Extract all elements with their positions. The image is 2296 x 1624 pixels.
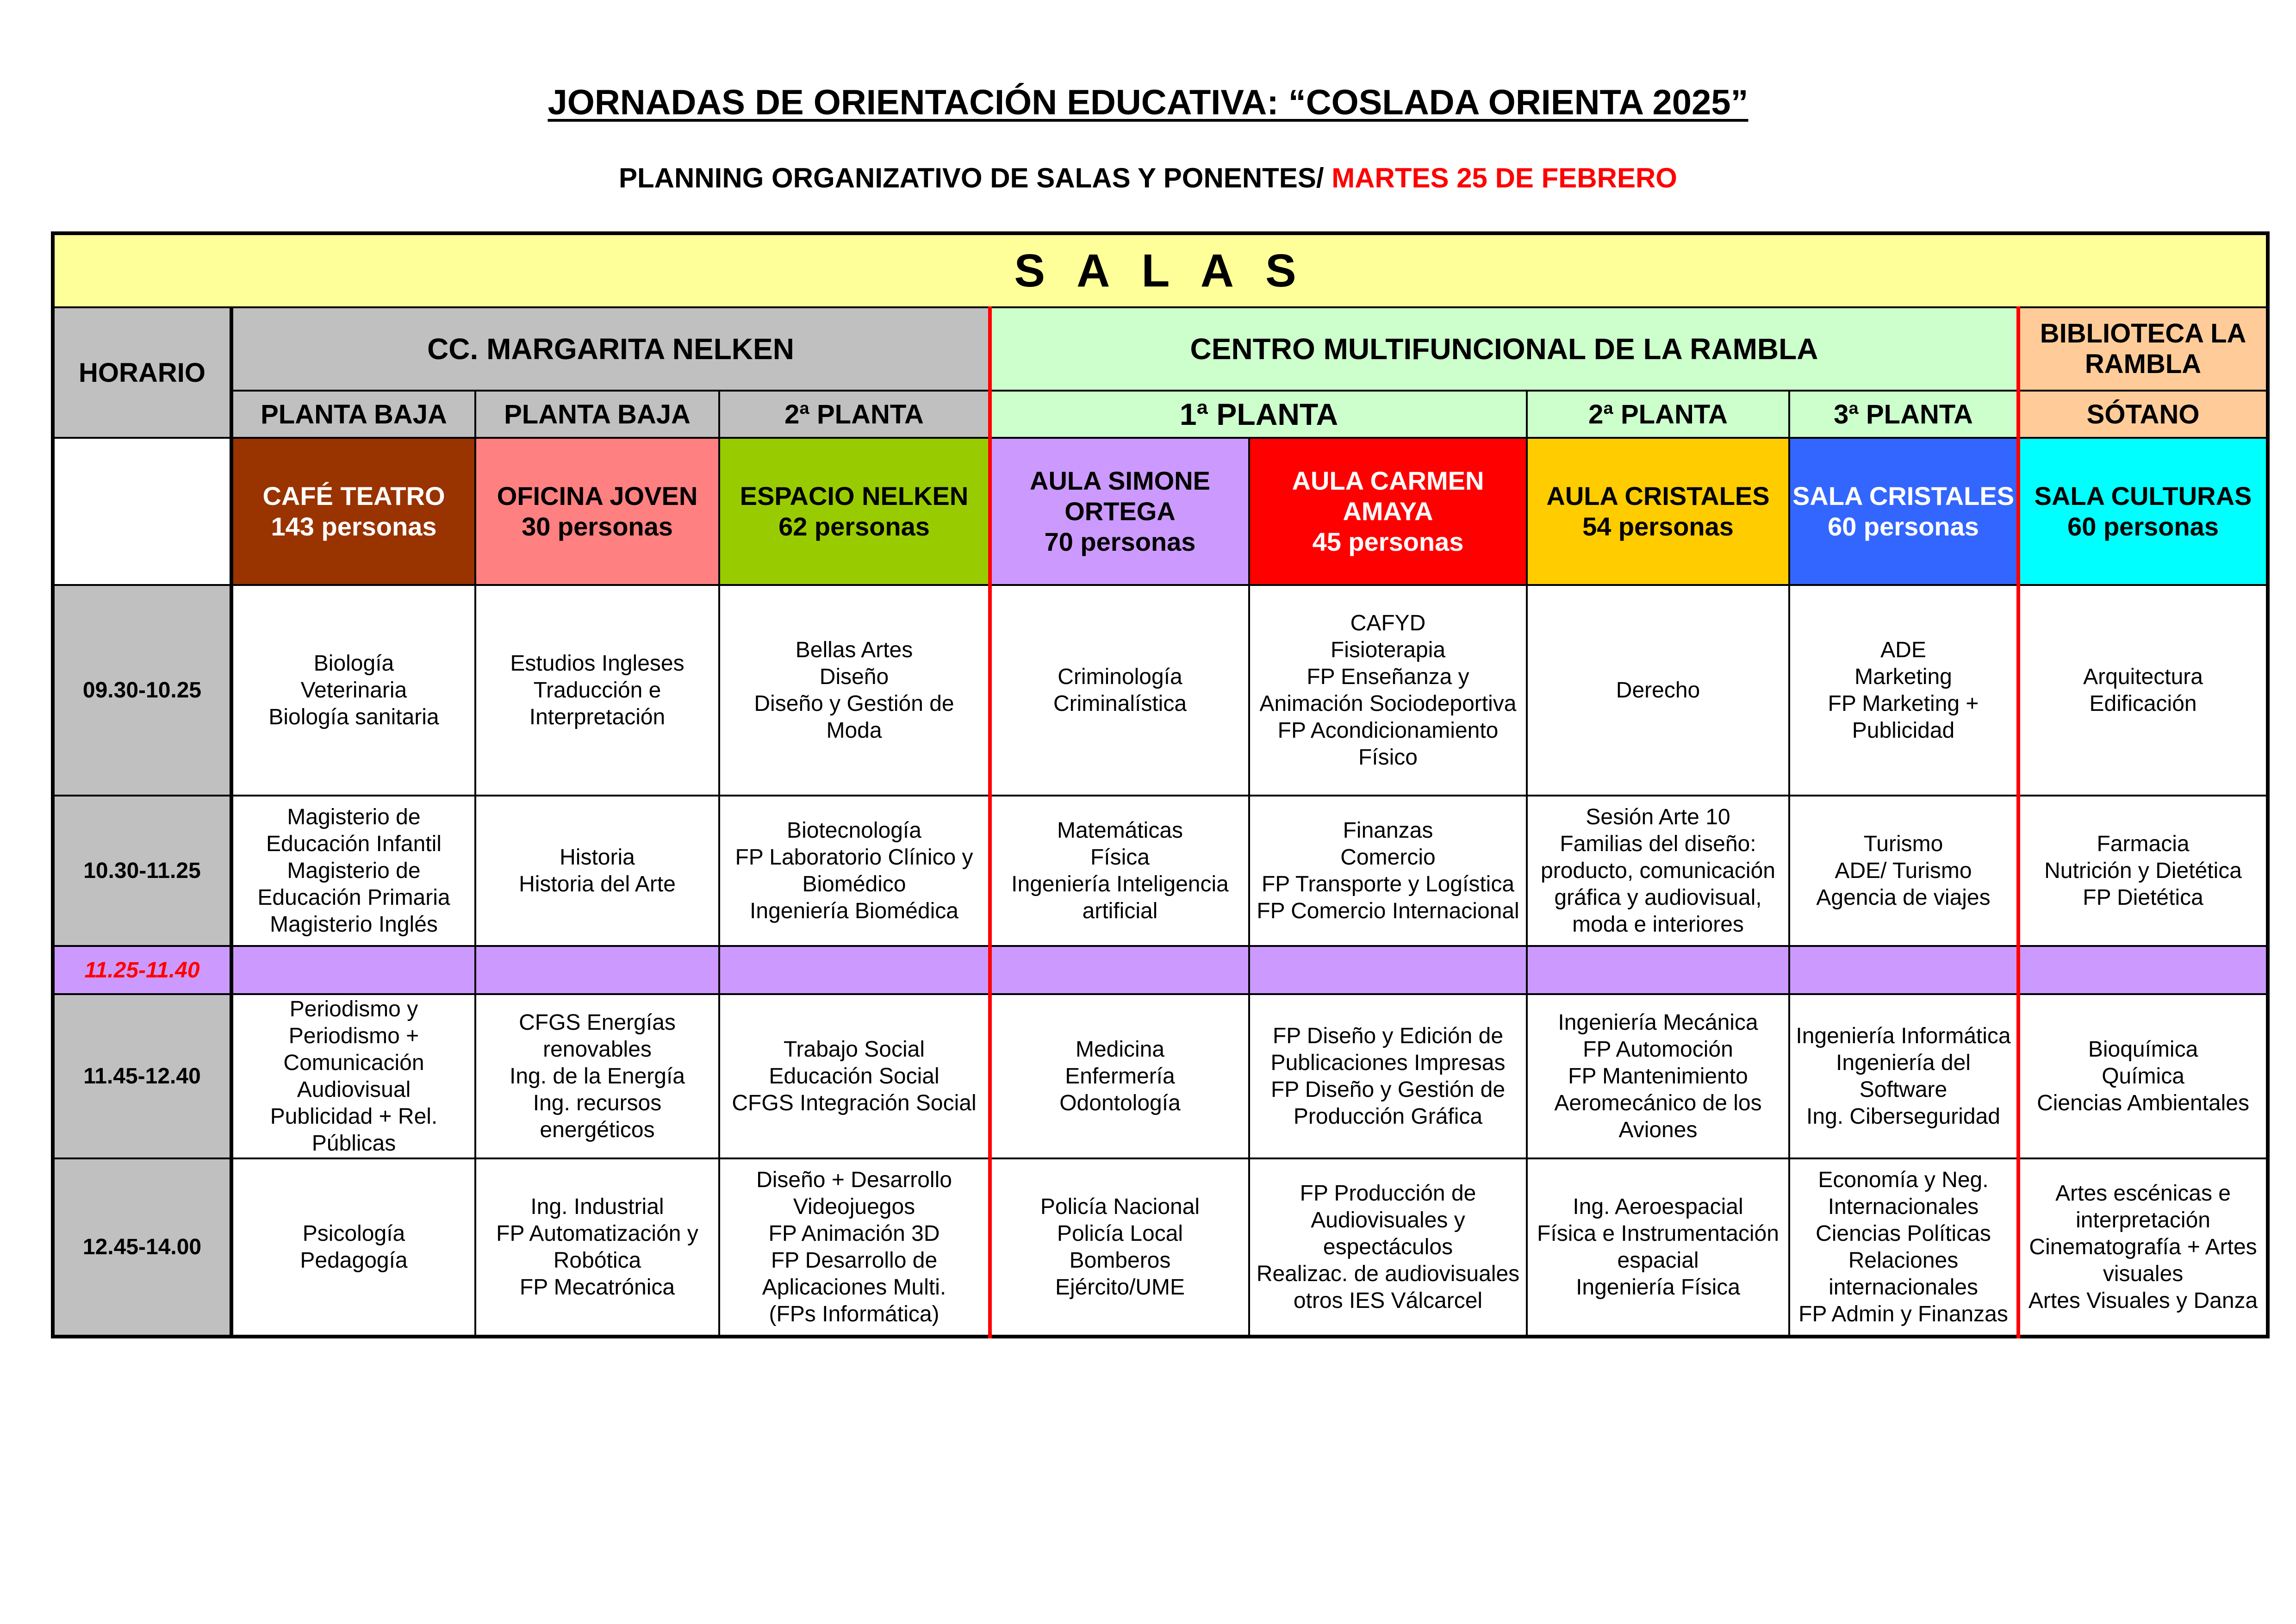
cell-line: Psicología (302, 1221, 405, 1246)
cell-line: Ingeniería Informática (1796, 1023, 2011, 1048)
floor-oficina-joven: PLANTA BAJA (475, 391, 719, 438)
cell-line: FP Comercio Internacional (1257, 898, 1519, 923)
room-aula-carmen-amaya (1249, 438, 1527, 585)
schedule-cell (475, 994, 719, 1158)
cell-line: Bioquímica (2088, 1037, 2198, 1062)
cell-line: Trabajo Social (783, 1037, 925, 1062)
cell-line: artificial (1082, 898, 1158, 923)
cell-line: Biología sanitaria (268, 704, 439, 729)
schedule-cell (1527, 1158, 1789, 1337)
cell-line: Criminalística (1053, 691, 1187, 716)
cell-line: Física e Instrumentación (1537, 1221, 1779, 1246)
cell-line: Derecho (1616, 678, 1700, 703)
break-cell (1789, 946, 2018, 994)
cell-line: Física (1090, 845, 1150, 870)
cell-line: Historia (560, 845, 635, 870)
cell-line: Publicidad + Rel. (270, 1104, 438, 1129)
room-name: OFICINA JOVEN (497, 481, 698, 510)
cell-line: CFGS Integración Social (732, 1090, 977, 1115)
schedule-cell (1789, 1158, 2018, 1337)
cell-line: Finanzas (1343, 818, 1433, 843)
schedule-cell (1527, 994, 1789, 1158)
cell-line: Comercio (1340, 845, 1436, 870)
room-sala-culturas (2018, 438, 2268, 585)
cell-line: Educación Infantil (266, 831, 442, 856)
cell-line: FP Laboratorio Clínico y (735, 845, 973, 870)
cell-line: Nutrición y Dietética (2044, 858, 2242, 883)
cell-line: Producción Gráfica (1293, 1104, 1483, 1129)
room-capacity: 54 personas (1582, 512, 1734, 541)
cell-line: Robótica (553, 1248, 641, 1273)
cell-line: FP Animación 3D (768, 1221, 940, 1246)
cell-line: FP Automoción (1583, 1037, 1733, 1062)
cell-line: Ingeniería Inteligencia (1011, 871, 1229, 896)
cell-line: Software (1859, 1077, 1948, 1102)
cell-line: Educación Social (769, 1064, 940, 1089)
break-cell (475, 946, 719, 994)
cell-line: Aplicaciones Multi. (762, 1275, 946, 1300)
cell-line: Realizac. de audiovisuales (1256, 1261, 1520, 1286)
cell-line: Aeromecánico de los (1554, 1090, 1762, 1115)
break-cell (231, 946, 475, 994)
cell-line: Ingeniería del (1836, 1050, 1971, 1075)
cell-line: Marketing (1854, 664, 1952, 689)
schedule-cell (990, 796, 1249, 946)
blank-cell (53, 438, 231, 585)
schedule-cell (231, 585, 475, 796)
cell-line: Policía Local (1057, 1221, 1183, 1246)
cell-line: CFGS Energías (519, 1010, 676, 1035)
subtitle-text: PLANNING ORGANIZATIVO DE SALAS Y PONENTES/ (619, 162, 1332, 193)
cell-line: Aviones (1618, 1117, 1698, 1142)
cell-line: (FPs Informática) (769, 1301, 940, 1326)
cell-line: renovables (543, 1037, 652, 1062)
cell-line: FP Diseño y Edición de (1272, 1023, 1504, 1048)
room-name: ESPACIO NELKEN (740, 481, 969, 510)
cell-line: Moda (826, 718, 882, 743)
break-cell (2018, 946, 2268, 994)
schedule-cell (475, 796, 719, 946)
cell-line: Videojuegos (793, 1194, 915, 1219)
cell-line: Publicidad (1852, 718, 1955, 743)
schedule-cell (1527, 796, 1789, 946)
floor-sala-cristales: 3ª PLANTA (1789, 391, 2018, 438)
break-row (53, 946, 2268, 994)
schedule-cell (1789, 796, 2018, 946)
cell-line: interpretación (2076, 1207, 2210, 1232)
cell-line: Artes escénicas e (2055, 1181, 2231, 1206)
cell-line: FP Automatización y (496, 1221, 698, 1246)
cell-line: Historia del Arte (519, 871, 676, 896)
schedule-cell (719, 1158, 990, 1337)
schedule-cell (1249, 796, 1527, 946)
cell-line: Ejército/UME (1055, 1275, 1185, 1300)
room-capacity: 62 personas (778, 512, 930, 541)
cell-line: Economía y Neg. (1818, 1167, 1989, 1192)
cell-line: Veterinaria (300, 678, 407, 703)
cell-line: Bellas Artes (795, 637, 913, 662)
room-capacity: 70 personas (1044, 527, 1196, 556)
horario-header: HORARIO (53, 307, 231, 438)
schedule-cell (231, 796, 475, 946)
cell-line: Públicas (311, 1131, 396, 1156)
schedule-cell (990, 585, 1249, 796)
floor-aulas-1: 1ª PLANTA (990, 391, 1527, 438)
schedule-cell (231, 1158, 475, 1337)
schedule-cell (1249, 1158, 1527, 1337)
room-name: SALA CULTURAS (2034, 481, 2252, 510)
cell-line: Físico (1358, 745, 1418, 770)
cell-line: FP Desarrollo de (771, 1248, 938, 1273)
cell-line: Ciencias Ambientales (2037, 1090, 2249, 1115)
cell-line: Ingeniería Mecánica (1558, 1010, 1758, 1035)
cell-line: Audiovisuales y (1311, 1207, 1465, 1232)
room-cafe-teatro (231, 438, 475, 585)
cell-line: Bomberos (1069, 1248, 1171, 1273)
schedule-cell (2018, 796, 2268, 946)
cell-line: Ingeniería Biomédica (750, 898, 958, 923)
floor-cafe-teatro: PLANTA BAJA (231, 391, 475, 438)
cell-line: visuales (2103, 1261, 2184, 1286)
cell-line: Artes Visuales y Danza (2028, 1288, 2258, 1313)
room-capacity: 30 personas (522, 512, 673, 541)
cell-line: Ing. de la Energía (510, 1064, 685, 1089)
cell-line: Magisterio de (287, 804, 421, 829)
room-espacio-nelken (719, 438, 990, 585)
cell-line: Cinematografía + Artes (2029, 1234, 2257, 1259)
cell-line: Traducción e (533, 678, 661, 703)
floor-sala-culturas: SÓTANO (2018, 391, 2268, 438)
cell-line: FP Dietética (2083, 885, 2203, 910)
time-slot: 10.30-11.25 (53, 796, 231, 946)
room-name: CAFÉ TEATRO (262, 481, 445, 510)
cell-line: Diseño y Gestión de (754, 691, 954, 716)
room-capacity: 45 personas (1312, 527, 1464, 556)
cell-line: Odontología (1059, 1090, 1181, 1115)
cell-line: Interpretación (529, 704, 666, 729)
cell-line: FP Admin y Finanzas (1798, 1301, 2008, 1326)
time-slot: 11.45-12.40 (53, 994, 231, 1158)
cell-line: Diseño (819, 664, 889, 689)
break-time: 11.25-11.40 (53, 946, 231, 994)
cell-line: Ing. Industrial (530, 1194, 664, 1219)
page-title: JORNADAS DE ORIENTACIÓN EDUCATIVA: “COSLADA ORIENTA 2025” (548, 83, 1748, 122)
cell-line: Internacionales (1828, 1194, 1979, 1219)
schedule-cell (719, 994, 990, 1158)
schedule-cell (719, 585, 990, 796)
cell-line: Relaciones (1848, 1248, 1959, 1273)
cell-line: otros IES Válcarcel (1293, 1288, 1483, 1313)
cell-line: FP Mantenimiento (1568, 1064, 1748, 1089)
cell-line: internacionales (1829, 1275, 1978, 1300)
cell-line: espectáculos (1323, 1234, 1453, 1259)
cell-line: Fisioterapia (1330, 637, 1446, 662)
page-subtitle (0, 162, 2296, 194)
table-row (53, 796, 2268, 946)
room-name: AULA CARMEN AMAYA (1292, 466, 1484, 526)
schedule-cell (2018, 1158, 2268, 1337)
cell-line: Criminología (1058, 664, 1182, 689)
schedule-cell (2018, 585, 2268, 796)
venue-centro-rambla: CENTRO MULTIFUNCIONAL DE LA RAMBLA (990, 307, 2018, 391)
room-capacity: 143 personas (271, 512, 437, 541)
break-cell (719, 946, 990, 994)
cell-line: Educación Primaria (257, 885, 450, 910)
room-aula-simone-ortega (990, 438, 1249, 585)
room-name: AULA CRISTALES (1546, 481, 1770, 510)
cell-line: Ing. Aeroespacial (1573, 1194, 1743, 1219)
cell-line: Química (2102, 1064, 2184, 1089)
cell-line: Pedagogía (300, 1248, 408, 1273)
schedule-cell (2018, 994, 2268, 1158)
cell-line: Publicaciones Impresas (1270, 1050, 1506, 1075)
cell-line: Biología (313, 651, 394, 676)
cell-line: Edificación (2089, 691, 2197, 716)
room-capacity: 60 personas (2067, 512, 2219, 541)
room-aula-cristales (1527, 438, 1789, 585)
cell-line: FP Producción de (1300, 1181, 1476, 1206)
cell-line: espacial (1617, 1248, 1699, 1273)
venue-margarita-nelken: CC. MARGARITA NELKEN (231, 307, 990, 391)
break-cell (1527, 946, 1789, 994)
cell-line: Audiovisual (297, 1077, 411, 1102)
cell-line: CAFYD (1350, 610, 1426, 635)
schedule-cell (1789, 585, 2018, 796)
room-name: SALA CRISTALES (1792, 481, 2015, 510)
floor-espacio-nelken: 2ª PLANTA (719, 391, 990, 438)
cell-line: Enfermería (1065, 1064, 1175, 1089)
cell-line: FP Enseñanza y (1307, 664, 1469, 689)
schedule-cell (1789, 994, 2018, 1158)
cell-line: Periodismo + (288, 1023, 419, 1048)
cell-line: FP Transporte y Logística (1261, 871, 1515, 896)
cell-line: Sesión Arte 10 (1586, 804, 1730, 829)
room-capacity: 60 personas (1828, 512, 1979, 541)
schedule-cell (1249, 585, 1527, 796)
cell-line: ADE (1880, 637, 1926, 662)
schedule-cell (475, 585, 719, 796)
table-row (53, 994, 2268, 1158)
salas-header: S A L A S (53, 233, 2268, 307)
cell-line: Farmacia (2097, 831, 2190, 856)
cell-line: Ing. recursos (533, 1090, 662, 1115)
cell-line: Turismo (1863, 831, 1943, 856)
break-cell (1249, 946, 1527, 994)
cell-line: producto, comunicación (1541, 858, 1775, 883)
cell-line: FP Diseño y Gestión de (1270, 1077, 1506, 1102)
room-oficina-joven (475, 438, 719, 585)
cell-line: energéticos (540, 1117, 655, 1142)
schedule-cell (990, 1158, 1249, 1337)
cell-line: Magisterio Inglés (270, 912, 438, 937)
cell-line: Animación Sociodeportiva (1259, 691, 1517, 716)
cell-line: Biotecnología (787, 818, 921, 843)
cell-line: Arquitectura (2083, 664, 2203, 689)
room-name: AULA SIMONE ORTEGA (1030, 466, 1210, 526)
schedule-cell (231, 994, 475, 1158)
cell-line: Estudios Ingleses (510, 651, 684, 676)
cell-line: Biomédico (802, 871, 906, 896)
schedule-table (51, 231, 2270, 1338)
schedule-cell (719, 796, 990, 946)
cell-line: moda e interiores (1572, 912, 1744, 937)
table-row (53, 585, 2268, 796)
cell-line: ADE/ Turismo (1835, 858, 1972, 883)
time-slot: 09.30-10.25 (53, 585, 231, 796)
cell-line: Magisterio de (287, 858, 421, 883)
cell-line: Comunicación (283, 1050, 424, 1075)
cell-line: gráfica y audiovisual, (1554, 885, 1762, 910)
cell-line: Matemáticas (1057, 818, 1183, 843)
schedule-cell (990, 994, 1249, 1158)
table-row (53, 1158, 2268, 1337)
cell-line: Policía Nacional (1040, 1194, 1200, 1219)
cell-line: FP Mecatrónica (519, 1275, 675, 1300)
schedule-cell (475, 1158, 719, 1337)
subtitle-date: MARTES 25 DE FEBRERO (1332, 162, 1677, 193)
cell-line: Agencia de viajes (1816, 885, 1991, 910)
break-cell (990, 946, 1249, 994)
schedule-cell (1249, 994, 1527, 1158)
cell-line: Ciencias Políticas (1816, 1221, 1991, 1246)
time-slot: 12.45-14.00 (53, 1158, 231, 1337)
cell-line: Periodismo y (289, 996, 418, 1021)
cell-line: Ing. Ciberseguridad (1806, 1104, 2000, 1129)
cell-line: FP Marketing + (1828, 691, 1979, 716)
room-sala-cristales (1789, 438, 2018, 585)
cell-line: FP Acondicionamiento (1277, 718, 1499, 743)
cell-line: Ingeniería Física (1576, 1275, 1740, 1300)
cell-line: Diseño + Desarrollo (756, 1167, 952, 1192)
schedule-cell (1527, 585, 1789, 796)
venue-biblioteca-rambla: BIBLIOTECA LA RAMBLA (2018, 307, 2268, 391)
cell-line: Medicina (1075, 1037, 1165, 1062)
floor-aula-cristales: 2ª PLANTA (1527, 391, 1789, 438)
cell-line: Familias del diseño: (1560, 831, 1756, 856)
